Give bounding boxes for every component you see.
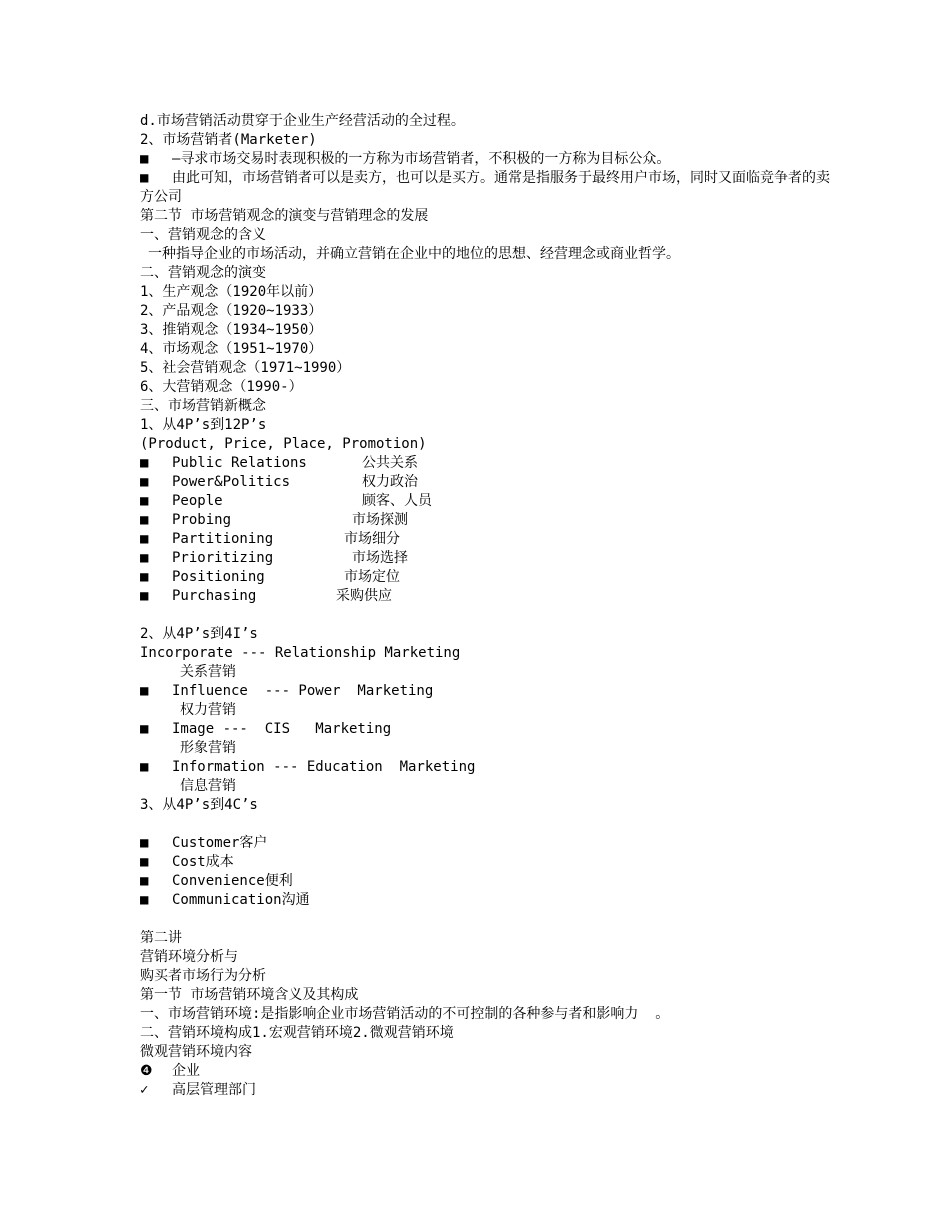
square-bullet-icon: ■ (140, 569, 149, 585)
list-item: ■ Partitioning 市场细分 (140, 531, 400, 547)
lecture-title: 营销环境分析与 (140, 949, 238, 965)
text-line: 一、市场营销环境:是指影响企业市场营销活动的不可控制的各种参与者和影响力 。 (140, 1006, 670, 1022)
list-item-note: 信息营销 (180, 778, 236, 794)
list-item: ❹ 企业 (140, 1063, 200, 1079)
list-item: ■ Probing 市场探测 (140, 512, 408, 528)
square-bullet-icon: ■ (140, 835, 149, 851)
section-heading: 第一节 市场营销环境含义及其构成 (140, 987, 359, 1003)
list-item: ■ Influence --- Power Marketing (140, 683, 434, 699)
text-line: 二、营销环境构成1.宏观营销环境2.微观营销环境 (140, 1025, 454, 1041)
list-item: ■ Public Relations 公共关系 (140, 455, 418, 471)
square-bullet-icon: ■ (140, 531, 149, 547)
square-bullet-icon: ■ (140, 892, 149, 908)
text-line: 2、从4P’s到4I’s (140, 626, 258, 642)
list-item: 4、市场观念（1951~1970） (140, 341, 323, 357)
text-line: d.市场营销活动贯穿于企业生产经营活动的全过程。 (140, 113, 465, 129)
square-bullet-icon: ■ (140, 683, 149, 699)
list-item: ■ Customer客户 (140, 835, 268, 851)
list-item: ■ Cost成本 (140, 854, 234, 870)
list-item: ■ Information --- Education Marketing (140, 759, 476, 775)
square-bullet-icon: ■ (140, 493, 149, 509)
list-item: ■ People 顾客、人员 (140, 493, 432, 509)
list-item: ■ Power&Politics 权力政治 (140, 474, 418, 490)
square-bullet-icon: ■ (140, 759, 149, 775)
bullet-line: ■ —寻求市场交易时表现积极的一方称为市场营销者，不积极的一方称为目标公众。 (140, 151, 671, 167)
list-item: ✓ 高层管理部门 (140, 1082, 256, 1098)
list-item-note: 权力营销 (180, 702, 236, 718)
list-item: 3、推销观念（1934~1950） (140, 322, 323, 338)
list-item: 2、产品观念（1920~1933） (140, 303, 323, 319)
text-line: 1、从4P’s到12P’s (140, 417, 267, 433)
list-item: ■ Prioritizing 市场选择 (140, 550, 408, 566)
list-item-note: 形象营销 (180, 740, 236, 756)
subheading: 一、营销观念的含义 (140, 227, 266, 243)
text-line: 一种指导企业的市场活动，并确立营销在企业中的地位的思想、经营理念或商业哲学。 (148, 246, 680, 262)
bullet-line: ■ 由此可知，市场营销者可以是卖方，也可以是买方。通常是指服务于最终用户市场，同时又面临竞争者的卖方公司 (140, 170, 830, 205)
list-item: ■ Image --- CIS Marketing (140, 721, 392, 737)
subheading: 三、市场营销新概念 (140, 398, 266, 414)
text-line: 3、从4P’s到4C’s (140, 797, 258, 813)
square-bullet-icon: ■ (140, 170, 149, 186)
list-item: 5、社会营销观念（1971~1990） (140, 360, 351, 376)
square-bullet-icon: ■ (140, 512, 149, 528)
list-item: 1、生产观念（1920年以前） (140, 284, 323, 300)
text-line: 2、市场营销者(Marketer) (140, 132, 317, 148)
square-bullet-icon: ■ (140, 474, 149, 490)
square-bullet-icon: ■ (140, 721, 149, 737)
square-bullet-icon: ■ (140, 854, 149, 870)
list-item: ■ Convenience便利 (140, 873, 293, 889)
list-item: 6、大营销观念（1990-） (140, 379, 303, 395)
lecture-title: 购买者市场行为分析 (140, 968, 266, 984)
subheading: 二、营销观念的演变 (140, 265, 266, 281)
square-bullet-icon: ■ (140, 151, 149, 167)
lecture-heading: 第二讲 (140, 930, 182, 946)
circled-number-icon: ❹ (140, 1063, 153, 1079)
list-item: Incorporate --- Relationship Marketing (140, 645, 461, 661)
text-line: 微观营销环境内容 (140, 1044, 252, 1060)
square-bullet-icon: ■ (140, 588, 149, 604)
text-line: (Product, Price, Place, Promotion) (140, 436, 427, 452)
list-item: ■ Communication沟通 (140, 892, 310, 908)
square-bullet-icon: ■ (140, 455, 149, 471)
check-icon: ✓ (140, 1082, 149, 1098)
section-heading: 第二节 市场营销观念的演变与营销理念的发展 (140, 208, 429, 224)
square-bullet-icon: ■ (140, 550, 149, 566)
list-item: ■ Positioning 市场定位 (140, 569, 400, 585)
square-bullet-icon: ■ (140, 873, 149, 889)
list-item: ■ Purchasing 采购供应 (140, 588, 392, 604)
document-page (140, 112, 830, 1100)
list-item-note: 关系营销 (180, 664, 236, 680)
